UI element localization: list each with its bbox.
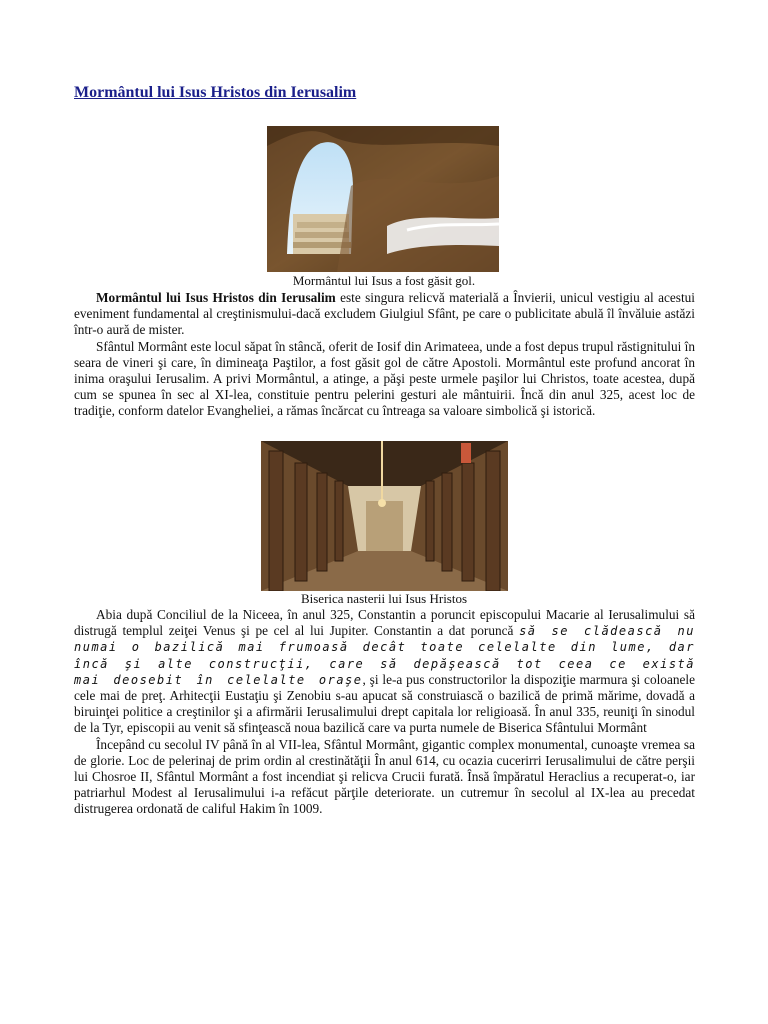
text-block-2 (74, 607, 695, 818)
basilica-photo (261, 441, 508, 591)
paragraph-1-rest: este singura relicvă materială a Învierii, unicul vestigiu al acestui eveniment fundamental al creştinismului-dacă excludem Giulgiul Sfânt, pe care o publicitate abulă îl învăluie astăzi într-o aură de mister. (74, 290, 695, 338)
paragraph-3 (74, 607, 695, 737)
paragraph-3-end: , şi le-a pus constructorilor la dispoziţie marmura şi coloanele cele mai de preţ. Arhitecţii Eustaţiu şi Zenobiu s-au apucat să construiască o bazilică de primă mărime, dovadă a biruinţei politice a creştinilor şi a afirmării Ierusalimului drept capitala lor religioasă. În anul 335, reuniţi în sinodul de la Tyr, episcopii au venit să sfinţească noua bazilică care va purta numele de Biserica Sfântului Mormânt (74, 671, 696, 736)
paragraph-3-quote: să se clădească nu numai o bazilică mai frumoasă decât toate celelalte din lume, dar încă şi alte construcţii, care să depăşească tot ceea ce există mai deosebit în celelalte oraşe (74, 624, 695, 687)
paragraph-2: Sfântul Mormânt este locul săpat în stâncă, oferit de Iosif din Arimateea, unde a fost depus trupul răstignitului în seara de vineri şi care, în dimineaţa Paştilor, a fost găsit gol de către Apostoli. Mormântul este profund ancorat în inima oraşului Ierusalim. A privi Mormântul, a atinge, a păşi peste urmele paşilor lui Christos, toate acestea, după cum se spunea în sec al XI-lea, constituie pentru pelerini gesturi ale mântuirii. Încă din anul 325, acest loc de tradiţie, conform datelor Evangheliei, a rămas încărcat cu întreaga sa valoare simbolică şi istorică. (74, 338, 695, 419)
page-title: Mormântul lui Isus Hristos din Ierusalim (74, 84, 357, 101)
basilica-caption: Biserica nasterii lui Isus Hristos (300, 591, 468, 606)
empty-tomb-photo (267, 126, 499, 272)
paragraph-1 (74, 290, 695, 339)
paragraph-1-bold: Mormântul lui Isus Hristos din Ierusalim (96, 290, 336, 305)
paragraph-4: Începând cu secolul IV până în al VII-lea, Sfântul Mormânt, gigantic complex monumental, cunoaşte vremea sa de glorie. Loc de pelerinaj de prim ordin al crestinătăţii În anul 614, cu ocazia cucerirri Ierusalimului de către perşii lui Chosroe II, Sfântul Mormânt a fost incendiat şi relicva Crucii furată. Însă împăratul Heraclius a recuperat-o, iar patriarhul Modest al Ierusalimului i-a refăcut părţile deteriorate. un cutremur în secolul al IX-lea au precedat distrugerea ordonată de califul Hakim în 1009. (74, 736, 695, 817)
tomb-caption: Mormântul lui Isus a fost găsit gol. (292, 273, 476, 288)
text-block-1 (74, 290, 695, 420)
paragraph-3-start: Abia după Conciliul de la Niceea, în anul 325, Constantin a poruncit episcopului Macarie al Ierusalimului să distrugă templul zeiţei Venus şi pe cel al lui Jupiter. Constantin a dat poruncă (74, 607, 695, 639)
